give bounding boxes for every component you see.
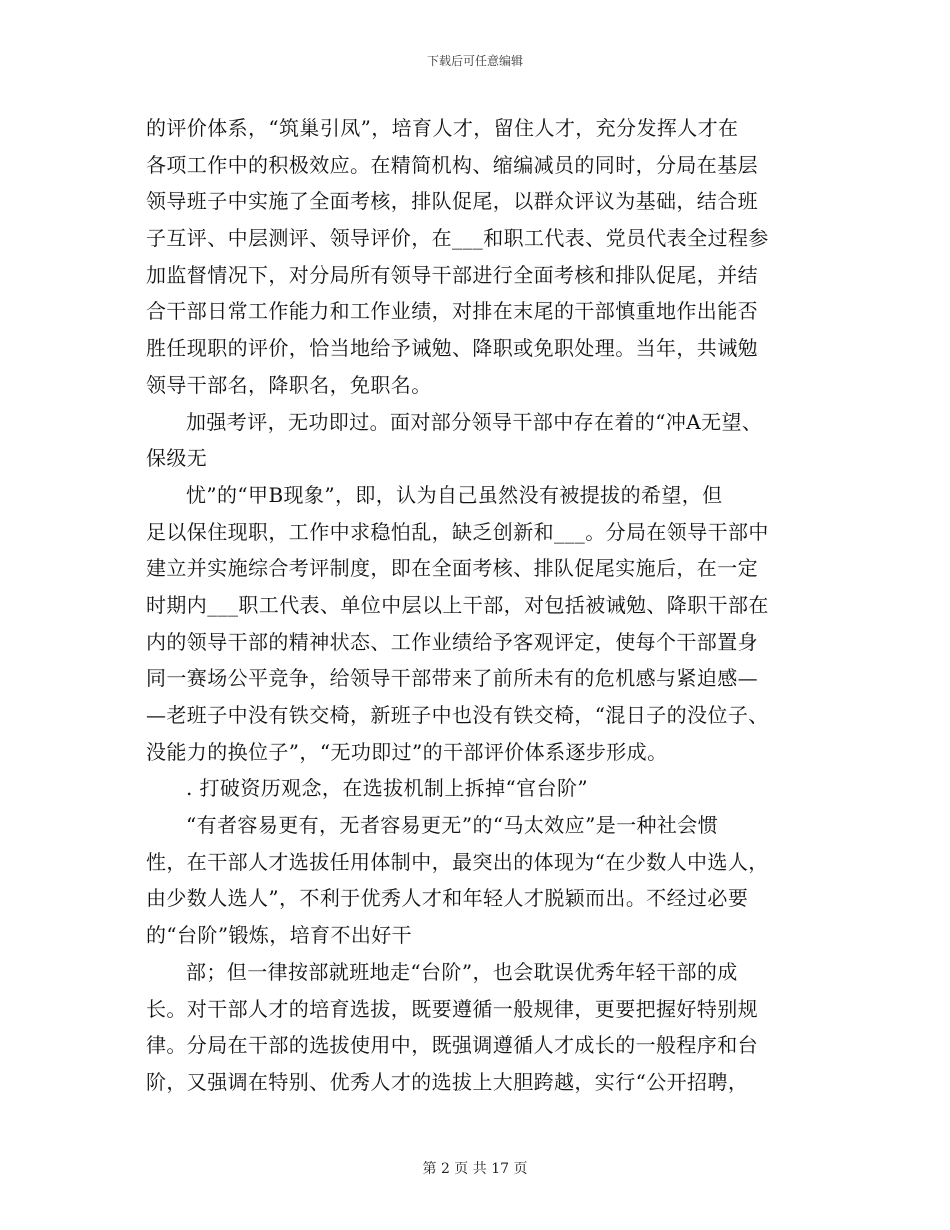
text-line: 性，在干部人才选拔任用体制中，最突出的体现为“在少数人中选人，: [146, 849, 769, 874]
text-line: 律。分局在干部的选拔使用中，既强调遵循人才成长的一般程序和台: [146, 1033, 758, 1058]
text-line: 的评价体系，“筑巢引凤”，培育人才，留住人才，充分发挥人才在: [146, 116, 739, 140]
text-line: 时期内___职工代表、单位中层以上干部，对包括被诫勉、降职干部在: [146, 592, 769, 617]
text-line: 各项工作中的积极效应。在精简机构、缩编减员的同时，分局在基层: [146, 152, 758, 177]
text-line: 忧”的“甲B现象”，即，认为自己虽然没有被提拔的希望，但: [186, 482, 723, 507]
text-line: 领导干部名，降职名，免职名。: [146, 372, 432, 397]
text-line: 阶，又强调在特别、优秀人才的选拔上大胆跨越，实行“公开招聘，: [146, 1069, 749, 1094]
text-line: 没能力的换位子”，“无功即过”的干部评价体系逐步形成。: [146, 739, 668, 764]
text-line: 建立并实施综合考评制度，即在全面考核、排队促尾实施后，在一定: [146, 556, 758, 581]
text-line: 的“台阶”锻炼，培育不出好干: [146, 923, 413, 948]
text-line: 同一赛场公平竞争，给领导干部带来了前所未有的危机感与紧迫感—: [146, 666, 758, 691]
text-line: 保级无: [146, 446, 208, 471]
text-line: 内的领导干部的精神状态、工作业绩给予客观评定，使每个干部置身: [146, 629, 758, 654]
text-line: 足以保住现职，工作中求稳怕乱，缺乏创新和___。分局在领导干部中: [146, 519, 769, 544]
text-line: 胜任现职的评价，恰当地给予诫勉、降职或免职处理。当年，共诫勉: [146, 336, 758, 361]
page-footer: 第 2 页 共 17 页: [422, 1161, 528, 1177]
text-line: 加监督情况下，对分局所有领导干部进行全面考核和排队促尾，并结: [146, 262, 758, 287]
document-body: [146, 110, 816, 1101]
text-line: . 打破资历观念，在选拔机制上拆掉“官台阶”: [186, 776, 588, 801]
page-header: 下载后可任意编辑: [426, 54, 523, 68]
text-line: 加强考评，无功即过。面对部分领导干部中存在着的“冲A无望、: [186, 409, 763, 434]
text-line: “有者容易更有，无者容易更无”的“马太效应”是一种社会惯: [186, 813, 719, 838]
text-line: —老班子中没有铁交椅，新班子中也没有铁交椅，“混日子的没位子、: [146, 703, 769, 727]
text-line: 由少数人选人”，不利于优秀人才和年轻人才脱颖而出。不经过必要: [146, 886, 749, 911]
text-line: 部；但一律按部就班地走“台阶”，也会耽误优秀年轻干部的成: [186, 959, 738, 984]
text-line: 子互评、中层测评、领导评价，在___和职工代表、党员代表全过程参: [146, 226, 769, 251]
text-line: 合干部日常工作能力和工作业绩，对排在末尾的干部慎重地作出能否: [146, 299, 758, 324]
text-line: 长。对干部人才的培育选拔，既要遵循一般规律，更要把握好特别规: [146, 996, 758, 1021]
text-line: 领导班子中实施了全面考核，排队促尾，以群众评议为基础，结合班: [146, 189, 758, 214]
